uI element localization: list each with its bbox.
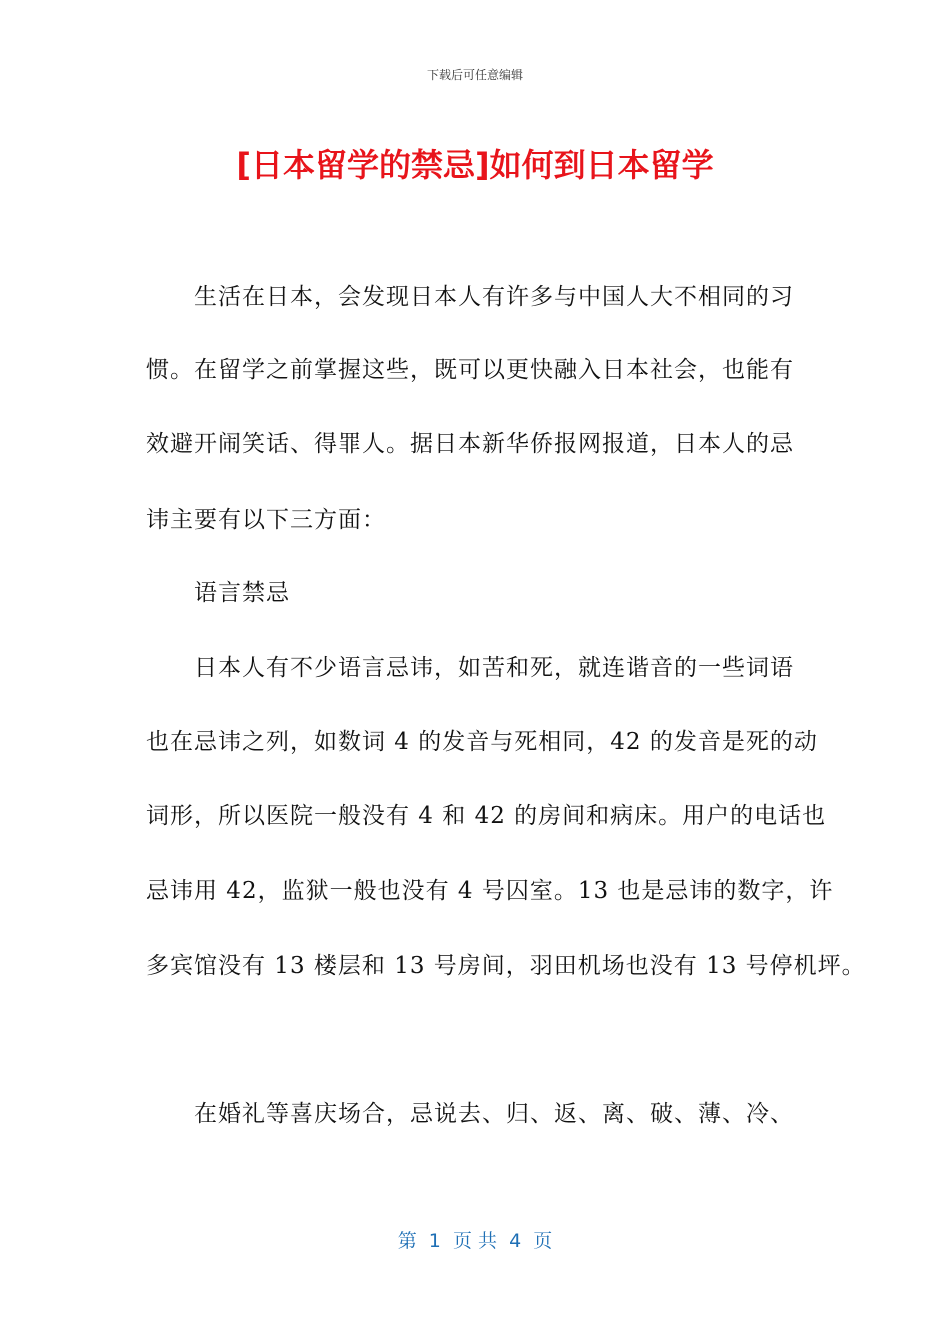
paragraph-line: 效避开闹笑话、得罪人。据日本新华侨报网报道，日本人的忌 (146, 431, 794, 457)
document-title: [日本留学的禁忌]如何到日本留学 (236, 146, 714, 184)
paragraph-line: 惯。在留学之前掌握这些，既可以更快融入日本社会，也能有 (146, 357, 794, 383)
header-note: 下载后可任意编辑 (426, 68, 523, 82)
section-heading: 语言禁忌 (194, 580, 290, 606)
page-number-footer: 第 1 页 共 4 页 (397, 1230, 553, 1252)
paragraph-line: 多宾馆没有 13 楼层和 13 号房间，羽田机场也没有 13 号停机坪。 (146, 953, 866, 979)
paragraph-line: 也在忌讳之列，如数词 4 的发音与死相同，42 的发音是死的动 (146, 729, 818, 755)
paragraph-line: 生活在日本，会发现日本人有许多与中国人大不相同的习 (194, 284, 794, 310)
paragraph-line: 在婚礼等喜庆场合，忌说去、归、返、离、破、薄、冷、 (194, 1101, 794, 1127)
paragraph-line: 忌讳用 42，监狱一般也没有 4 号囚室。13 也是忌讳的数字，许 (146, 878, 834, 904)
paragraph-line: 词形，所以医院一般没有 4 和 42 的房间和病床。用户的电话也 (146, 803, 827, 829)
paragraph-line: 讳主要有以下三方面： (146, 507, 386, 533)
paragraph-line: 日本人有不少语言忌讳，如苦和死，就连谐音的一些词语 (194, 655, 794, 681)
